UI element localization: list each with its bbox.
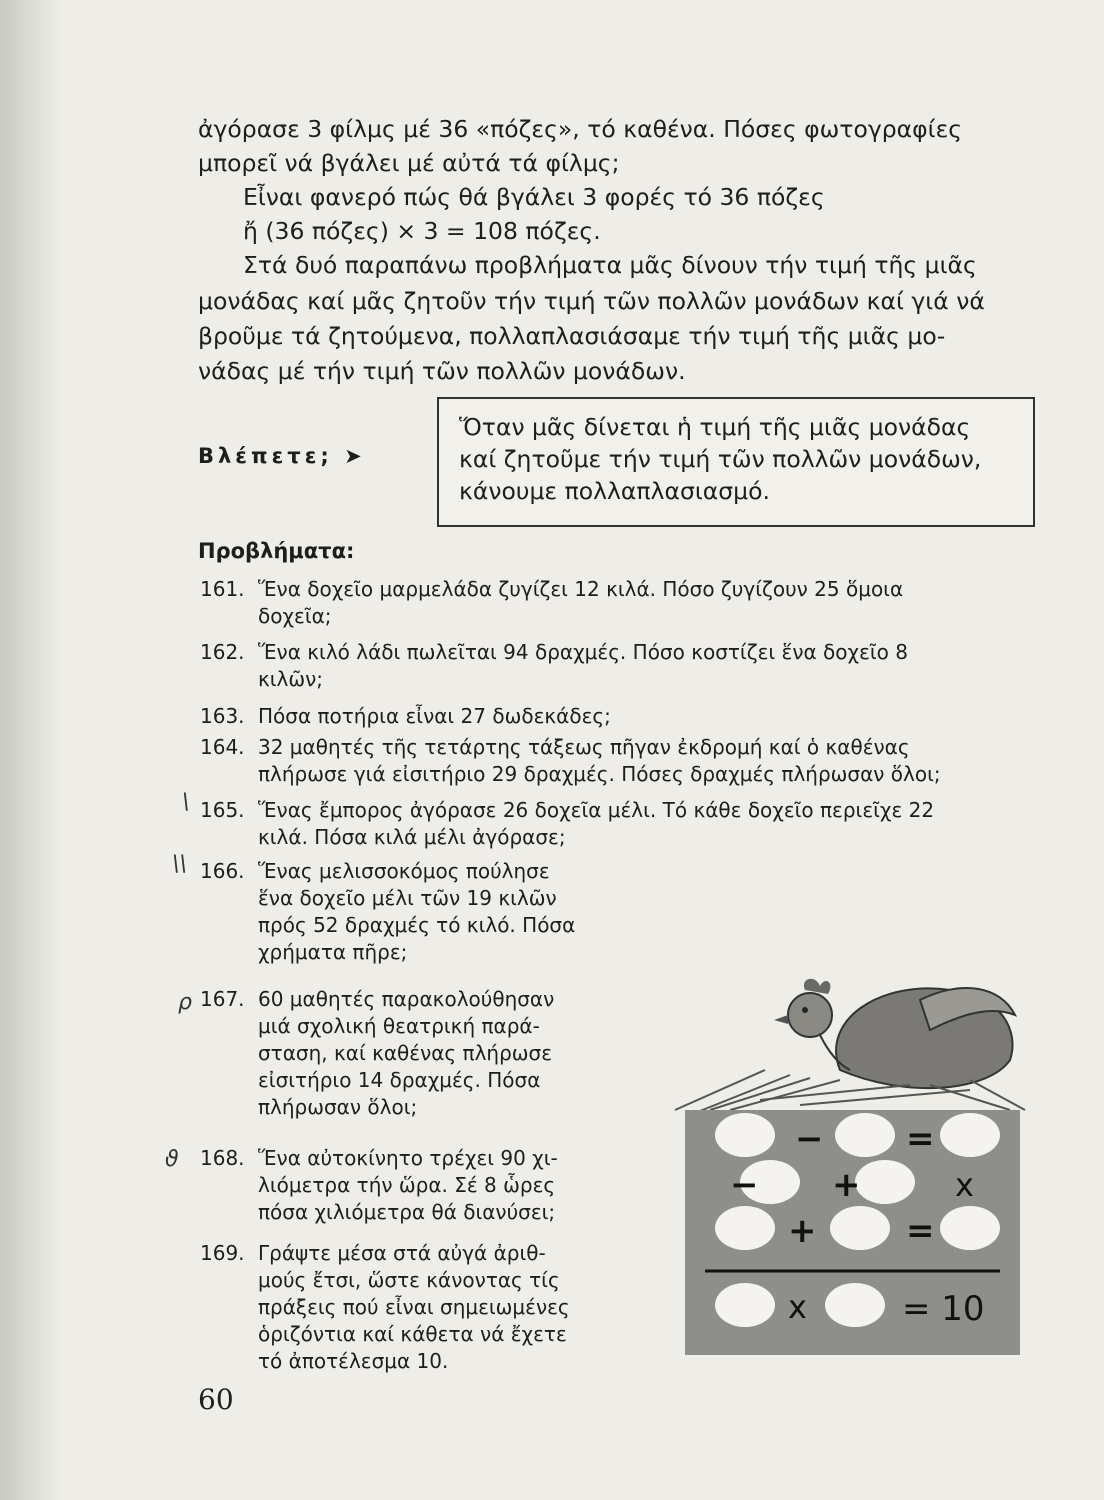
problem-168 bbox=[200, 1145, 558, 1226]
problem-line: πλήρωσαν ὅλοι; bbox=[258, 1095, 418, 1119]
rule-line-3: κάνουμε πολλαπλασιασμό. bbox=[459, 477, 770, 505]
op-row1-b: = bbox=[906, 1119, 935, 1159]
see-label-text: Βλέπετε; bbox=[198, 444, 333, 468]
pencil-mark-167: ρ bbox=[178, 990, 192, 1015]
egg-slot bbox=[855, 1160, 915, 1204]
problem-line: Ἕνα κιλό λάδι πωλεῖται 94 δραχμές. Πόσο κοστίζει ἕνα δοχεῖο 8 bbox=[258, 640, 908, 664]
problem-line: εἰσιτήριο 14 δραχμές. Πόσα bbox=[258, 1068, 541, 1092]
problem-number: 164. bbox=[200, 735, 245, 759]
intro-line-3: Εἶναι φανερό πώς θά βγάλει 3 φορές τό 36 πόζες bbox=[243, 183, 825, 211]
problem-line: πρός 52 δραχμές τό κιλό. Πόσα bbox=[258, 913, 576, 937]
paragraph-line-3: βροῦμε τά ζητούμενα, πολλαπλασιάσαμε τήν τιμή τῆς μιᾶς μο- bbox=[198, 322, 946, 350]
problem-line: 32 μαθητές τῆς τετάρτης τάξεως πῆγαν ἐκδρομή καί ὁ καθένας bbox=[258, 735, 910, 759]
op-row2-a: − bbox=[730, 1165, 759, 1205]
problems-heading: Προβλήματα: bbox=[198, 539, 355, 563]
egg-slot bbox=[715, 1206, 775, 1250]
rule-line-1: Ὅταν μᾶς δίνεται ἡ τιμή τῆς μιᾶς μονάδας bbox=[459, 413, 971, 441]
problem-number: 166. bbox=[200, 859, 245, 883]
egg-slot bbox=[825, 1283, 885, 1327]
problem-166 bbox=[200, 858, 575, 966]
problem-161 bbox=[200, 576, 903, 630]
problem-line: πόσα χιλιόμετρα θά διανύσει; bbox=[258, 1200, 556, 1224]
pencil-mark-165: \ bbox=[182, 790, 190, 815]
rule-box bbox=[437, 397, 1035, 527]
problem-line: Ἕνα αὐτοκίνητο τρέχει 90 χι- bbox=[258, 1146, 558, 1170]
paragraph-line-2: μονάδας καί μᾶς ζητοῦν τήν τιμή τῶν πολλῶν μονάδων καί γιά νά bbox=[198, 287, 985, 315]
problem-number: 169. bbox=[200, 1241, 245, 1265]
intro-line-4: ἤ (36 πόζες) × 3 = 108 πόζες. bbox=[243, 217, 601, 245]
problem-165 bbox=[200, 797, 934, 851]
page-binding-shadow bbox=[0, 0, 60, 1500]
op-bottom-a: x bbox=[788, 1288, 807, 1326]
op-row2-c: x bbox=[955, 1166, 974, 1204]
problem-line: Γράψτε μέσα στά αὐγά ἀριθ- bbox=[258, 1241, 546, 1265]
problem-line: χρήματα πῆρε; bbox=[258, 940, 408, 964]
paragraph-line-4: νάδας μέ τήν τιμή τῶν πολλῶν μονάδων. bbox=[198, 357, 686, 385]
problem-number: 167. bbox=[200, 987, 245, 1011]
egg-slot bbox=[715, 1283, 775, 1327]
problem-number: 165. bbox=[200, 798, 245, 822]
problem-number: 163. bbox=[200, 704, 245, 728]
problem-line: κιλά. Πόσα κιλά μέλι ἀγόρασε; bbox=[258, 825, 566, 849]
problem-167 bbox=[200, 986, 554, 1121]
problem-line: Ἕνας μελισσοκόμος πούλησε bbox=[258, 859, 550, 883]
problem-number: 162. bbox=[200, 640, 245, 664]
page-number: 60 bbox=[198, 1383, 234, 1416]
egg-puzzle-illustration bbox=[670, 960, 1030, 1360]
arrow-icon: ➤ bbox=[344, 444, 366, 468]
egg-slot bbox=[940, 1113, 1000, 1157]
paragraph-line-1: Στά δυό παραπάνω προβλήματα μᾶς δίνουν τήν τιμή τῆς μιᾶς bbox=[243, 251, 977, 279]
problem-164 bbox=[200, 734, 941, 788]
problem-line: 60 μαθητές παρακολούθησαν bbox=[258, 987, 555, 1011]
problem-line: σταση, καί καθένας πλήρωσε bbox=[258, 1041, 553, 1065]
problem-169 bbox=[200, 1240, 570, 1375]
problem-number: 161. bbox=[200, 577, 245, 601]
egg-slot bbox=[940, 1206, 1000, 1250]
problem-line: τό ἀποτέλεσμα 10. bbox=[258, 1349, 449, 1373]
pencil-mark-166: \\ bbox=[172, 852, 187, 877]
problem-line: Ἕνας ἔμπορος ἀγόρασε 26 δοχεῖα μέλι. Τό κάθε δοχεῖο περιεῖχε 22 bbox=[258, 798, 935, 822]
op-row1-a: − bbox=[795, 1119, 824, 1159]
pencil-mark-168: ϑ bbox=[165, 1147, 179, 1172]
problem-line: πράξεις πού εἶναι σημειωμένες bbox=[258, 1295, 570, 1319]
hen-icon bbox=[774, 979, 1015, 1088]
op-row3-a: + bbox=[788, 1211, 817, 1251]
egg-slot bbox=[830, 1206, 890, 1250]
problem-162 bbox=[200, 639, 908, 693]
op-bottom-result: = 10 bbox=[902, 1289, 985, 1329]
problem-163 bbox=[200, 703, 611, 730]
problem-line: κιλῶν; bbox=[258, 667, 324, 691]
problem-line: ἕνα δοχεῖο μέλι τῶν 19 κιλῶν bbox=[258, 886, 557, 910]
problem-line: πλήρωσε γιά εἰσιτήριο 29 δραχμές. Πόσες δραχμές πλήρωσαν ὅλοι; bbox=[258, 762, 941, 786]
problem-line: λιόμετρα τήν ὥρα. Σέ 8 ὧρες bbox=[258, 1173, 556, 1197]
problem-line: μιά σχολική θεατρική παρά- bbox=[258, 1014, 540, 1038]
problem-line: ὁριζόντια καί κάθετα νά ἔχετε bbox=[258, 1322, 567, 1346]
op-row2-b: + bbox=[832, 1165, 861, 1205]
rule-line-2: καί ζητοῦμε τήν τιμή τῶν πολλῶν μονάδων, bbox=[459, 445, 982, 473]
egg-slot bbox=[835, 1113, 895, 1157]
intro-line-1: ἀγόρασε 3 φίλμς μέ 36 «πόζες», τό καθένα. Πόσες φωτογραφίες bbox=[198, 115, 963, 143]
problem-line: Ἕνα δοχεῖο μαρμελάδα ζυγίζει 12 κιλά. Πόσο ζυγίζουν 25 ὅμοια bbox=[258, 577, 904, 601]
egg-slot bbox=[715, 1113, 775, 1157]
see-label bbox=[198, 444, 366, 468]
intro-line-2: μπορεῖ νά βγάλει μέ αὐτά τά φίλμς; bbox=[198, 149, 620, 177]
problem-line: μούς ἔτσι, ὥστε κάνοντας τίς bbox=[258, 1268, 560, 1292]
op-row3-b: = bbox=[906, 1211, 935, 1251]
problem-line: Πόσα ποτήρια εἶναι 27 δωδεκάδες; bbox=[258, 704, 611, 728]
problem-number: 168. bbox=[200, 1146, 245, 1170]
problem-line: δοχεῖα; bbox=[258, 604, 332, 628]
